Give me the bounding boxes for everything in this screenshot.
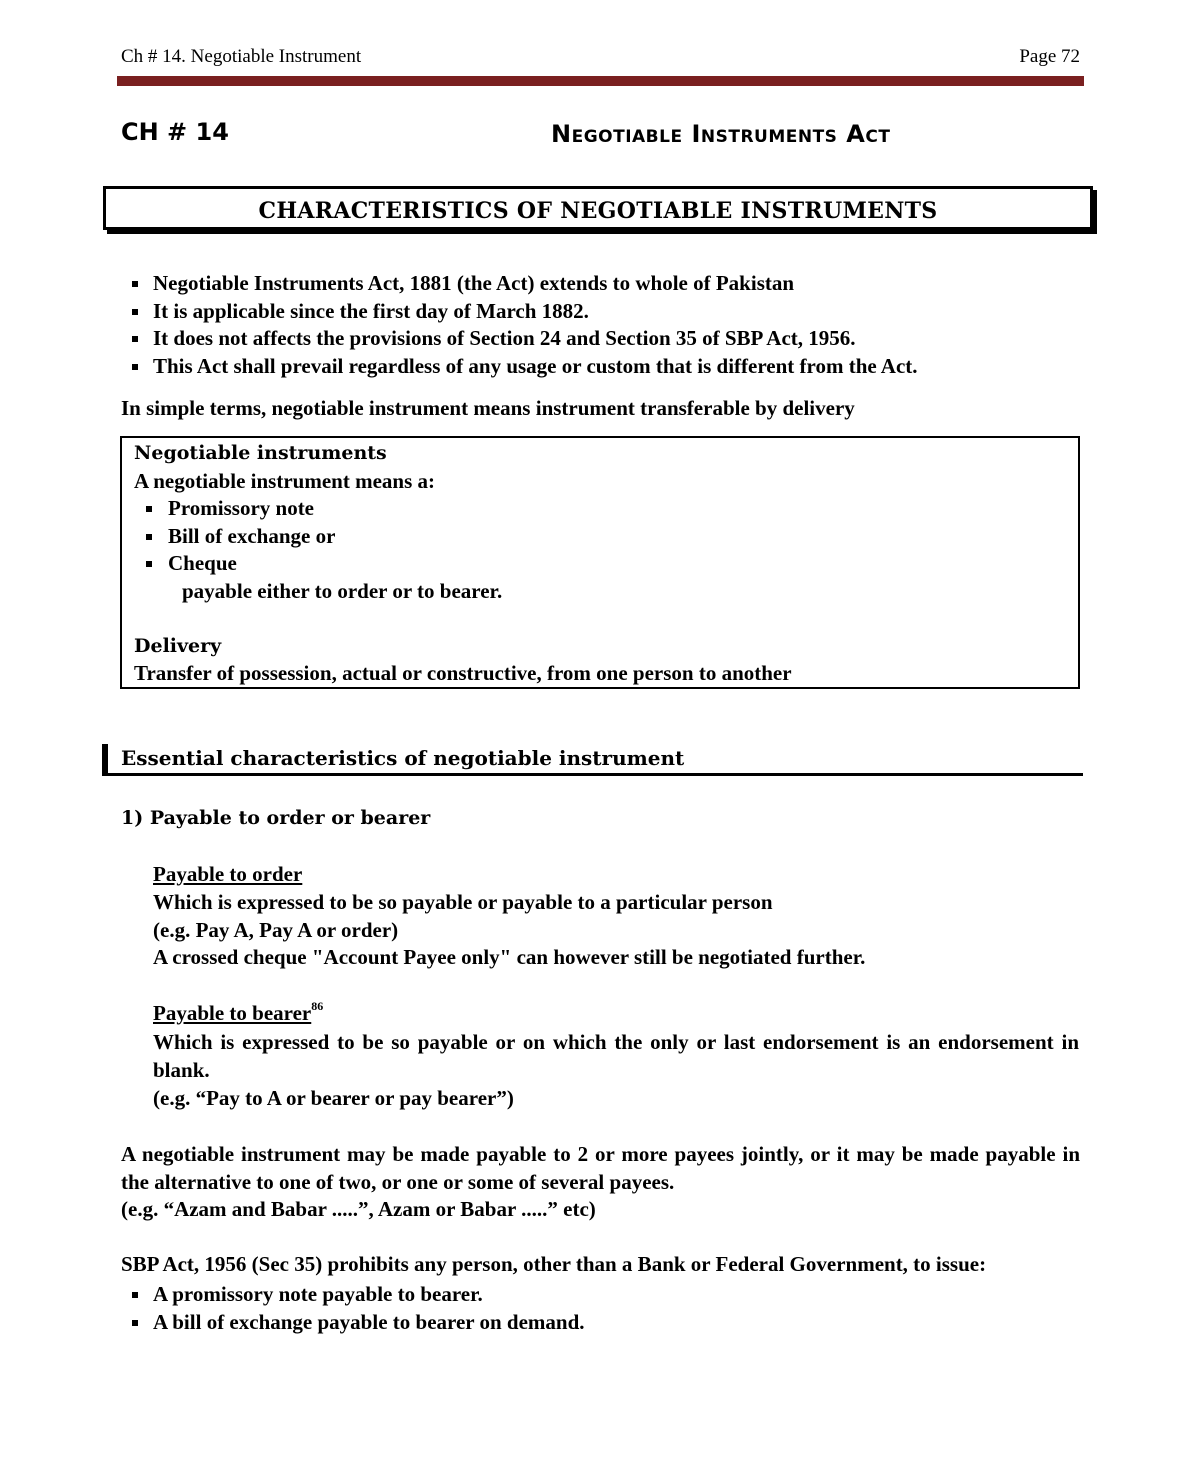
essential-characteristics-heading <box>102 744 1083 776</box>
delivery-text: Transfer of possession, actual or constructive, from one person to another <box>134 661 792 685</box>
chapter-name: Negotiable Instruments Act <box>551 120 891 148</box>
sbp-bullet-list <box>121 1281 1081 1336</box>
header-page-number: Page 72 <box>1019 46 1080 67</box>
footnote-marker: 86 <box>311 999 324 1013</box>
section-title: CHARACTERISTICS OF NEGOTIABLE INSTRUMENTS <box>258 198 938 224</box>
list-item: A promissory note payable to bearer. <box>121 1281 1081 1309</box>
joint-payees-example: (e.g. “Azam and Babar .....”, Azam or Babar .....” etc) <box>121 1197 596 1221</box>
order-line-1: Which is expressed to be so payable or payable to a particular person <box>153 890 773 914</box>
list-item: It is applicable since the first day of March 1882. <box>121 298 1081 326</box>
chapter-number: CH # 14 <box>121 118 229 146</box>
sbp-act-text: SBP Act, 1956 (Sec 35) prohibits any person, other than a Bank or Federal Government, to issue: <box>121 1252 987 1276</box>
joint-payees-text: A negotiable instrument may be made payable to 2 or more payees jointly, or it may be made payable in the alternative to one of two, or one or some of several payees. <box>121 1142 1080 1194</box>
bearer-text: Which is expressed to be so payable or on which the only or last endorsement is an endorsement in blank. <box>153 1030 1079 1082</box>
bearer-example: (e.g. “Pay to A or bearer or pay bearer”) <box>153 1086 514 1110</box>
order-line-2: (e.g. Pay A, Pay A or order) <box>153 918 399 942</box>
list-item: It does not affects the provisions of Section 24 and Section 35 of SBP Act, 1956. <box>121 325 1081 353</box>
point-1-title: 1) Payable to order or bearer <box>121 807 431 829</box>
definitions-lead: A negotiable instrument means a: <box>134 468 435 493</box>
chapter-title-line <box>121 118 1010 158</box>
essential-heading-text: Essential characteristics of negotiable instrument <box>121 746 685 770</box>
section-title-box <box>103 186 1093 230</box>
definitions-tail: payable either to order or to bearer. <box>182 578 503 603</box>
delivery-heading: Delivery <box>134 634 222 657</box>
spacer <box>134 605 1068 633</box>
simple-terms-text: In simple terms, negotiable instrument means instrument transferable by delivery <box>121 396 855 420</box>
header-rule <box>117 76 1084 86</box>
list-item: Cheque <box>134 550 1068 578</box>
payable-to-order-heading: Payable to order <box>153 862 303 886</box>
header-chapter-title: Ch # 14. Negotiable Instrument <box>121 46 362 67</box>
list-item: Promissory note <box>134 495 1068 523</box>
definitions-box <box>120 436 1080 689</box>
list-item: Bill of exchange or <box>134 523 1068 551</box>
payable-to-bearer-heading <box>153 1001 323 1026</box>
list-item: A bill of exchange payable to bearer on demand. <box>121 1309 1081 1337</box>
list-item: This Act shall prevail regardless of any usage or custom that is different from the Act. <box>121 353 1081 381</box>
definitions-heading: Negotiable instruments <box>134 442 387 464</box>
running-header <box>121 46 1080 74</box>
bearer-heading-text: Payable to bearer <box>153 1001 312 1025</box>
order-line-3: A crossed cheque "Account Payee only" can however still be negotiated further. <box>153 945 866 969</box>
instrument-type-list <box>134 495 1068 578</box>
list-item: Negotiable Instruments Act, 1881 (the Act) extends to whole of Pakistan <box>121 270 1081 298</box>
intro-bullet-list <box>121 270 1081 380</box>
